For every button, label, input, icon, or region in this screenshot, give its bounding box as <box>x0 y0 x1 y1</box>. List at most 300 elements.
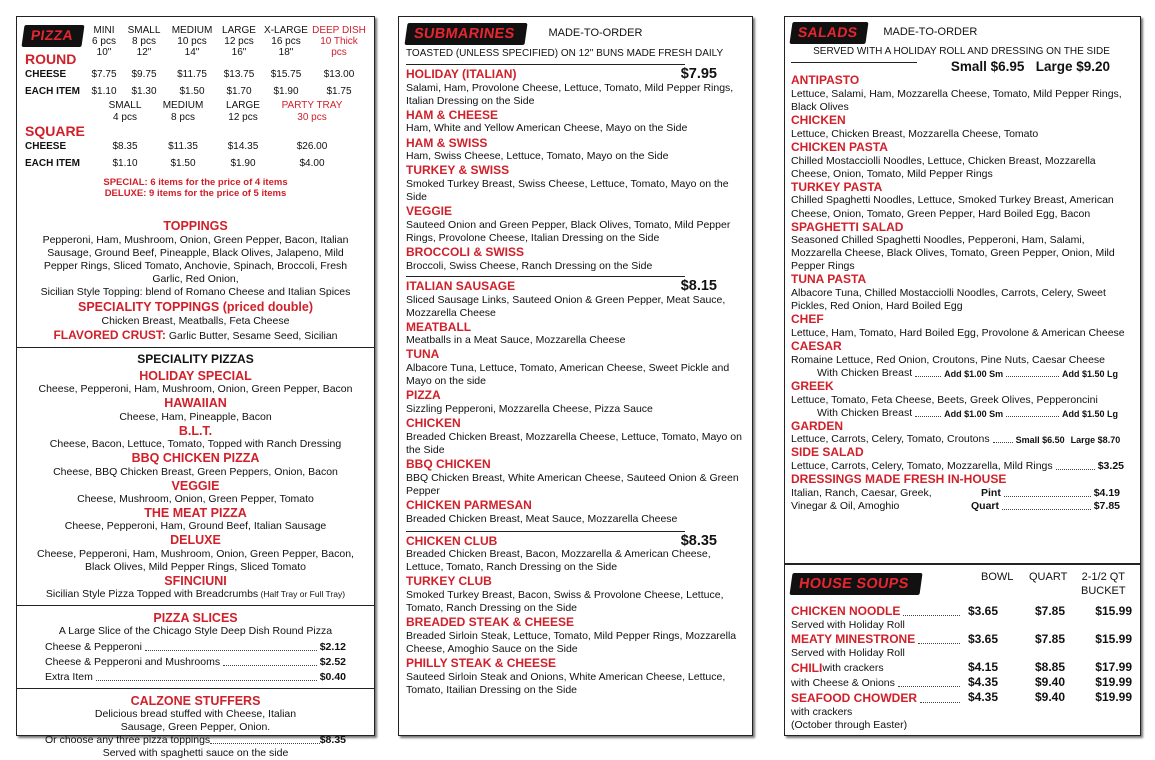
submarines-subtitle: TOASTED (UNLESS SPECIFIED) ON 12" BUNS MADE FRESH DAILY <box>406 48 724 60</box>
salad-item <box>791 74 1132 114</box>
size-col <box>121 25 167 59</box>
name: CHICKEN <box>791 113 846 128</box>
sub-group-795 <box>406 64 745 273</box>
name: BBQ CHICKEN <box>406 456 491 471</box>
sub-group-815 <box>406 276 745 526</box>
desc: Chilled Mostacciolli Noodles, Lettuce, Chicken Breast, Mozzarella Cheese, Onion, Tomato, Mild Pepper Rings <box>791 154 1096 180</box>
speciality-pizza-item <box>25 533 366 573</box>
dot-leader <box>1002 509 1091 510</box>
pcs: 12 pcs <box>228 111 258 123</box>
sub-item <box>406 246 745 273</box>
price-cell: $15.75 <box>270 69 302 80</box>
sub-prices: $19.99 <box>1095 675 1132 690</box>
desc: BBQ Chicken Breast, White American Cheese, Sauteed Onion & Green Pepper <box>406 471 739 497</box>
slice-row <box>45 641 346 654</box>
name: PARTY TRAY <box>281 100 343 111</box>
slice-row <box>45 656 346 669</box>
price: $8.35 <box>319 733 346 746</box>
divider <box>791 62 917 63</box>
with: With Chicken Breast <box>817 366 913 379</box>
calzone-desc: Delicious bread stuffed with Cheese, Italian <box>94 707 297 720</box>
salad-item <box>791 313 1132 340</box>
sub-item <box>406 499 745 526</box>
bowl-header: BOWL <box>981 571 1014 583</box>
size-col <box>261 25 311 59</box>
price-cell: $1.10 <box>112 157 138 169</box>
prices: $7.85 <box>1034 604 1066 618</box>
price-cell: $1.30 <box>131 85 157 97</box>
sub: with Cheese & Onions <box>791 677 895 690</box>
pcs: 30 pcs <box>297 111 327 123</box>
salad-item <box>791 141 1132 181</box>
dot-leader <box>915 416 941 417</box>
prices: $15.99 <box>1095 604 1132 618</box>
desc: Albacore Tuna, Chilled Mostacciolli Noodles, Carrots, Celery, Sweet Pickles, Red Onion, Hard Boiled Egg <box>791 287 1106 313</box>
dressings <box>791 473 1132 513</box>
large: Large $8.70 <box>1070 435 1121 446</box>
desc: Cheese, BBQ Chicken Breast, Green Peppers, Onion, Bacon <box>53 465 338 478</box>
line1: Italian, Ranch, Caesar, Greek, <box>791 487 932 500</box>
dot-leader <box>993 442 1013 443</box>
speciality-pizza-item <box>25 369 366 396</box>
round-price-rows <box>25 69 365 98</box>
size-col <box>153 100 213 123</box>
name: B.L.T. <box>178 423 213 438</box>
speciality-pizza-item <box>25 424 366 451</box>
special-deal: SPECIAL: 6 items for the price of 4 items <box>103 177 288 188</box>
sub2: (October through Easter) <box>791 718 908 731</box>
prices: $4.35 <box>968 690 999 705</box>
desc: Breaded Sirloin Steak, Lettuce, Tomato, Mild Pepper Rings, Mozzarella Cheese, Amoghio Sauce on the Side <box>406 629 737 655</box>
soups-header <box>791 569 1132 605</box>
desc: Cheese, Pepperoni, Ham, Mushroom, Onion, Green Pepper, Bacon <box>38 383 353 396</box>
name: Cheese & Pepperoni <box>45 640 142 653</box>
desc: Lettuce, Salami, Ham, Mozzarella Cheese, Tomato, Mild Pepper Rings, Black Olives <box>791 88 1122 114</box>
name: GREEK <box>791 378 834 393</box>
desc: Broccoli, Swiss Cheese, Ranch Dressing on the Side <box>406 259 653 272</box>
desc: Smoked Turkey Breast, Swiss Cheese, Lettuce, Tomato, Mayo on the Side <box>406 178 729 204</box>
submarines-panel <box>398 16 753 736</box>
desc: Smoked Turkey Breast, Bacon, Swiss & Provolone Cheese, Lettuce, Tomato, Ranch Dressing on the Side <box>406 589 724 615</box>
pizza-panel <box>16 16 375 759</box>
speciality-pizza-item <box>25 574 366 605</box>
desc: Salami, Ham, Provolone Cheese, Lettuce, Tomato, Mild Pepper Rings, Italian Dressing on the Side <box>406 81 734 107</box>
speciality-pizza-item <box>25 396 366 423</box>
special-deals <box>17 177 374 200</box>
price: $3.25 <box>1097 460 1124 473</box>
toppings-list: Pepperoni, Ham, Mushroom, Onion, Green Pepper, Bacon, Italian Sausage, Ground Beef, Pineapple, Black Olives, Jalapeno, Mild Pepper Rings, Sliced Tomato, Anchovie, Spinach, Broccoli, Fresh Garlic, Red Onion, <box>42 234 349 286</box>
prices: $19.99 <box>1095 690 1132 705</box>
price-cell: $1.10 <box>91 85 117 97</box>
sub-item <box>406 575 745 615</box>
quart: Quart <box>971 500 1000 513</box>
name: CHEF <box>791 312 824 327</box>
each-item-label: EACH ITEM <box>25 85 80 97</box>
line2: Vinegar & Oil, Amoghio <box>791 500 900 513</box>
divider <box>406 64 685 65</box>
add-lg: Add $1.50 Lg <box>1061 368 1118 379</box>
sub-prices: $4.35 <box>968 675 999 690</box>
salads-section <box>785 17 1140 513</box>
desc: Sauteed Onion and Green Pepper, Black Olives, Tomato, Mild Pepper Rings, Provolone Cheese, Italian Dressing on the Side <box>406 218 731 244</box>
price-cell: $8.35 <box>112 141 138 152</box>
soup-item <box>791 660 1132 690</box>
dot-leader <box>1004 496 1091 497</box>
name: VEGGIE <box>406 204 453 219</box>
prices: $3.65 <box>968 632 999 647</box>
desc: Sliced Sausage Links, Sauteed Onion & Green Pepper, Meat Sauce, Mozzarella Cheese <box>406 293 726 319</box>
price-cell: $13.00 <box>323 69 355 80</box>
soup-item <box>791 690 1132 731</box>
desc: Lettuce, Carrots, Celery, Tomato, Mozzarella, Mild Rings <box>791 460 1053 473</box>
pcs: 10 Thick <box>320 36 358 48</box>
desc: Cheese, Ham, Pineapple, Bacon <box>119 410 272 423</box>
name: X-LARGE <box>264 25 308 36</box>
name: DELUXE <box>170 533 221 548</box>
desc: Breaded Chicken Breast, Bacon, Mozzarella & American Cheese, Lettuce, Tomato, Ranch Dressing on the Side <box>406 548 711 574</box>
desc: Albacore Tuna, Lettuce, Tomato, American Cheese, Sweet Pickle and Mayo on the side <box>406 362 730 388</box>
name: MEDIUM <box>171 25 213 36</box>
unit: pcs <box>331 47 347 59</box>
pizza-slices-desc: A Large Slice of the Chicago Style Deep Dish Round Pizza <box>58 625 333 638</box>
size-col <box>167 25 217 59</box>
desc: Sicilian Style Pizza Topped with Breadcrumbs <box>45 588 259 601</box>
quart-header: QUART <box>1029 571 1068 583</box>
quart-price: $7.85 <box>1093 500 1120 513</box>
flavored-crust <box>25 329 366 347</box>
round-label: ROUND <box>25 51 77 67</box>
speciality-pizza-item <box>25 479 366 506</box>
dot-leader <box>898 686 960 687</box>
bucket-header <box>1081 571 1126 599</box>
cheese-label: CHEESE <box>25 69 67 80</box>
headers: BUCKET <box>1081 584 1126 597</box>
name: MEATY MINESTRONE <box>791 632 916 647</box>
salad-size-prices <box>951 58 1110 75</box>
name: LARGE <box>226 100 260 111</box>
name: PHILLY STEAK & CHEESE <box>406 656 557 671</box>
price-cell: $13.75 <box>223 69 255 80</box>
inch: 12" <box>136 47 152 59</box>
square-price-rows <box>25 141 365 170</box>
salad-item-caesar <box>791 340 1132 380</box>
pizza-badge: PIZZA <box>21 25 84 47</box>
name: CHICKEN PARMESAN <box>406 497 532 512</box>
desc: Cheese, Pepperoni, Ham, Ground Beef, Italian Sausage <box>64 520 327 533</box>
price-cell: $4.00 <box>299 157 325 169</box>
prices: $8.85 <box>1034 660 1066 675</box>
name: Cheese & Pepperoni and Mushrooms <box>45 655 221 668</box>
soup-item <box>791 604 1132 632</box>
house-soups-badge: HOUSE SOUPS <box>789 573 922 595</box>
inch: 14" <box>184 47 200 59</box>
sub-item <box>406 205 745 245</box>
sub-item <box>406 321 745 348</box>
toppings-section <box>17 219 374 347</box>
desc: Chilled Spaghetti Noodles, Lettuce, Smoked Turkey Breast, American Cheese, Onion, Tomato, Green Pepper, Hard Boiled Egg, Bacon <box>791 194 1114 220</box>
name: Extra Item <box>45 670 93 683</box>
prices: $3.65 <box>968 604 999 618</box>
price-cell: $9.75 <box>131 69 157 80</box>
flavored-crust-label: FLAVORED CRUST: <box>53 327 166 342</box>
salad-item <box>791 181 1132 221</box>
line3: Or choose any three pizza toppings <box>45 733 211 746</box>
salad-prices-row <box>791 58 1132 74</box>
sub-group-835 <box>406 531 745 697</box>
prices: $7.85 <box>1034 632 1066 647</box>
large-price: Large $9.20 <box>1035 59 1110 75</box>
name: BBQ CHICKEN PIZZA <box>131 451 260 466</box>
desc: Romaine Lettuce, Red Onion, Croutons, Pine Nuts, Caesar Cheese <box>791 353 1106 366</box>
sub-item <box>406 458 745 498</box>
size-col <box>217 25 261 59</box>
with: With Chicken Breast <box>817 406 913 419</box>
round-pizza-table <box>17 17 374 137</box>
note: (Half Tray or Full Tray) <box>258 589 346 600</box>
price-cell: $1.90 <box>230 157 256 169</box>
prices: $15.99 <box>1095 632 1132 647</box>
size-col <box>213 100 273 123</box>
calzone-serving-note: Served with spaghetti sauce on the side <box>102 746 289 759</box>
pcs: 8 pcs <box>132 36 156 48</box>
inch: 16" <box>231 47 247 59</box>
group-price: $7.95 <box>680 65 717 82</box>
price: $2.12 <box>319 640 346 653</box>
divider <box>406 531 685 532</box>
name: MEATBALL <box>406 319 472 334</box>
name: BREADED STEAK & CHEESE <box>406 615 575 630</box>
name: HAM & CHEESE <box>406 107 499 122</box>
toppings-title: TOPPINGS <box>163 219 228 233</box>
pizza-slices-title: PIZZA SLICES <box>153 611 238 626</box>
dot-leader <box>915 376 941 377</box>
salads-soups-panel <box>784 16 1141 736</box>
name: SEAFOOD CHOWDER <box>791 690 917 705</box>
speciality-pizzas-title: SPECIALITY PIZZAS <box>137 351 254 366</box>
salad-item-greek <box>791 380 1132 420</box>
desc: Ham, Swiss Cheese, Lettuce, Tomato, Mayo on the Side <box>406 150 669 163</box>
name: MEDIUM <box>162 100 204 111</box>
name: DEEP DISH <box>312 25 366 36</box>
square-pizza-table <box>17 123 374 217</box>
desc: Cheese, Bacon, Lettuce, Tomato, Topped with Ranch Dressing <box>49 438 342 451</box>
pcs: 6 pcs <box>92 36 116 48</box>
name: ITALIAN SAUSAGE <box>406 278 516 293</box>
name: DRESSINGS MADE FRESH IN-HOUSE <box>791 472 1007 487</box>
name: SPAGHETTI SALAD <box>791 219 904 234</box>
desc: Sizzling Pepperoni, Mozzarella Cheese, Pizza Sauce <box>406 403 653 416</box>
sub: with crackers <box>791 705 853 718</box>
desc: Lettuce, Tomato, Feta Cheese, Beets, Greek Olives, Pepperoncini <box>791 393 1098 406</box>
cheese-label: CHEESE <box>25 141 67 152</box>
price-cell: $14.35 <box>227 141 259 152</box>
sicilian-topping: Sicilian Style Topping: blend of Romano Cheese and Italian Spices <box>40 286 351 299</box>
price-cell: $11.35 <box>168 141 198 152</box>
pcs: 12 pcs <box>224 36 254 48</box>
square-size-headers <box>97 100 367 123</box>
prices: $4.15 <box>968 660 999 675</box>
small-price: Small $6.95 <box>950 59 1025 75</box>
desc: Ham, White and Yellow American Cheese, Mayo on the Side <box>406 122 688 135</box>
name: BROCCOLI & SWISS <box>406 244 525 259</box>
price-cell: $1.70 <box>226 85 252 97</box>
price-cell: $1.75 <box>326 85 352 97</box>
submarines-header <box>406 23 745 45</box>
soup-item <box>791 632 1132 660</box>
name: GARDEN <box>791 418 844 433</box>
name: MINI <box>93 25 115 36</box>
salad-item <box>791 114 1132 141</box>
pcs: 16 pcs <box>271 36 301 48</box>
sub-item <box>406 348 745 388</box>
add-sm: Add $1.00 Sm <box>944 368 1004 379</box>
dot-leader <box>145 650 317 651</box>
name: HAM & SWISS <box>406 135 488 150</box>
name: HOLIDAY (ITALIAN) <box>406 66 517 81</box>
name: CHILI <box>791 660 823 675</box>
add-lg: Add $1.50 Lg <box>1061 408 1118 419</box>
submarines-badge: SUBMARINES <box>404 23 528 45</box>
name: TUNA PASTA <box>791 272 867 287</box>
sub-item <box>406 417 745 457</box>
prices: $17.99 <box>1095 660 1132 675</box>
name-extra: with crackers <box>822 662 884 675</box>
price-cell: $26.00 <box>296 141 328 152</box>
deluxe-deal: DELUXE: 9 items for the price of 5 items <box>104 188 287 200</box>
calzone-desc: Sausage, Green Pepper, Onion. <box>120 720 271 733</box>
dot-leader <box>210 743 320 744</box>
group-price: $8.35 <box>680 532 717 549</box>
name: HAWAIIAN <box>164 396 227 411</box>
salad-item-side <box>791 446 1132 473</box>
speciality-pizza-item <box>25 506 366 533</box>
salads-subtitle: SERVED WITH A HOLIDAY ROLL AND DRESSING ON THE SIDE <box>813 45 1110 57</box>
dot-leader <box>920 702 960 703</box>
sub-item <box>406 389 745 416</box>
name: TURKEY CLUB <box>406 574 492 589</box>
salad-item <box>791 221 1132 274</box>
speciality-pizzas-section <box>17 347 374 605</box>
price: $0.40 <box>319 670 346 683</box>
speciality-toppings-title: SPECIALITY TOPPINGS (priced double) <box>78 300 313 315</box>
sub-item <box>406 616 745 656</box>
sub-prices: $9.40 <box>1034 675 1066 690</box>
name: TURKEY & SWISS <box>406 163 510 178</box>
desc: Sauteed Sirloin Steak and Onions, White American Cheese, Lettuce, Tomato, Itailian Dressing on the Side <box>406 670 726 696</box>
inch: 18" <box>278 47 294 59</box>
name: CAESAR <box>791 339 842 353</box>
divider <box>406 276 685 277</box>
sub-item <box>406 109 745 136</box>
add-sm: Add $1.00 Sm <box>944 408 1004 419</box>
pint-price: $4.19 <box>1093 487 1120 500</box>
name: THE MEAT PIZZA <box>144 505 247 520</box>
name: CHICKEN <box>406 416 461 431</box>
sub-item <box>406 657 745 697</box>
desc: Lettuce, Chicken Breast, Mozzarella Cheese, Tomato <box>791 127 1039 140</box>
speciality-pizza-item <box>25 451 366 478</box>
name: SMALL <box>127 25 161 36</box>
price: $2.52 <box>319 655 346 668</box>
dot-leader <box>903 615 960 616</box>
desc: Breaded Chicken Breast, Meat Sauce, Mozzarella Cheese <box>406 512 678 525</box>
deep-dish-col <box>311 25 367 59</box>
size-col <box>87 25 121 59</box>
calzone-section <box>17 688 374 760</box>
headers: 2-1/2 QT <box>1081 571 1126 583</box>
size-col <box>97 100 153 123</box>
name: SFINCIUNI <box>164 573 227 588</box>
name: PIZZA <box>406 388 441 403</box>
calzone-price-row <box>45 734 346 747</box>
desc: Cheese, Pepperoni, Ham, Mushroom, Onion, Green Pepper, Bacon, Black Olives, Mild Pepper Rings, Sliced Tomato <box>37 547 354 573</box>
dot-leader <box>918 643 960 644</box>
sub: Served with Holiday Roll <box>791 647 905 660</box>
name: TUNA <box>406 347 440 362</box>
desc: Cheese, Mushroom, Onion, Green Pepper, Tomato <box>77 492 314 505</box>
dot-leader <box>1006 376 1059 377</box>
name: LARGE <box>222 25 256 36</box>
desc: Seasoned Chilled Spaghetti Noodles, Pepperoni, Ham, Salami, Mozzarella Cheese, Black Olives, Tomato, Green Pepper, Onion, Mild Pepper Rings <box>791 234 1115 273</box>
sub: Served with Holiday Roll <box>791 619 905 632</box>
name: CHICKEN PASTA <box>791 139 888 154</box>
sub-item <box>406 137 745 164</box>
price-cell: $7.75 <box>91 69 117 80</box>
square-label: SQUARE <box>25 123 85 139</box>
made-to-order: MADE-TO-ORDER <box>883 25 978 38</box>
price-cell: $1.50 <box>179 85 205 97</box>
pcs: 4 pcs <box>113 111 137 123</box>
dot-leader <box>96 680 317 681</box>
name: VEGGIE <box>171 478 220 493</box>
name: CHICKEN NOODLE <box>791 604 901 619</box>
salads-badge: SALADS <box>789 22 868 44</box>
name: TURKEY PASTA <box>791 179 883 194</box>
pint: Pint <box>981 487 1001 500</box>
name: SMALL <box>108 100 142 111</box>
name: HOLIDAY SPECIAL <box>139 368 252 383</box>
desc: Lettuce, Carrots, Celery, Tomato, Croutons <box>791 433 990 446</box>
desc: Breaded Chicken Breast, Mozzarella Cheese, Lettuce, Tomato, Mayo on the Side <box>406 430 742 456</box>
salad-item-garden <box>791 420 1132 447</box>
calzone-title: CALZONE STUFFERS <box>130 693 261 708</box>
name: CHICKEN CLUB <box>406 533 498 548</box>
group-price: $8.15 <box>680 277 717 294</box>
made-to-order: MADE-TO-ORDER <box>548 27 643 40</box>
desc: Lettuce, Ham, Tomato, Hard Boiled Egg, Provolone & American Cheese <box>791 326 1125 339</box>
price-cell: $1.50 <box>170 157 196 169</box>
round-size-headers <box>87 25 367 59</box>
salads-header <box>791 22 1132 44</box>
pizza-slices-section <box>17 605 374 687</box>
prices: $9.40 <box>1034 690 1066 705</box>
inch: 10" <box>96 47 112 59</box>
speciality-toppings-list: Chicken Breast, Meatballs, Feta Cheese <box>101 314 290 327</box>
name: SIDE SALAD <box>791 445 864 460</box>
party-tray-col <box>273 100 351 123</box>
dot-leader <box>223 665 317 666</box>
sub-item <box>406 164 745 204</box>
pcs: 10 pcs <box>177 36 207 48</box>
pcs: 8 pcs <box>171 111 195 123</box>
slice-row <box>45 671 346 684</box>
dot-leader <box>1006 416 1059 417</box>
price-cell: $1.90 <box>273 85 299 97</box>
each-item-label: EACH ITEM <box>25 157 80 169</box>
name: ANTIPASTO <box>791 73 860 88</box>
salad-item <box>791 273 1132 313</box>
small: Small $6.50 <box>1015 435 1065 446</box>
